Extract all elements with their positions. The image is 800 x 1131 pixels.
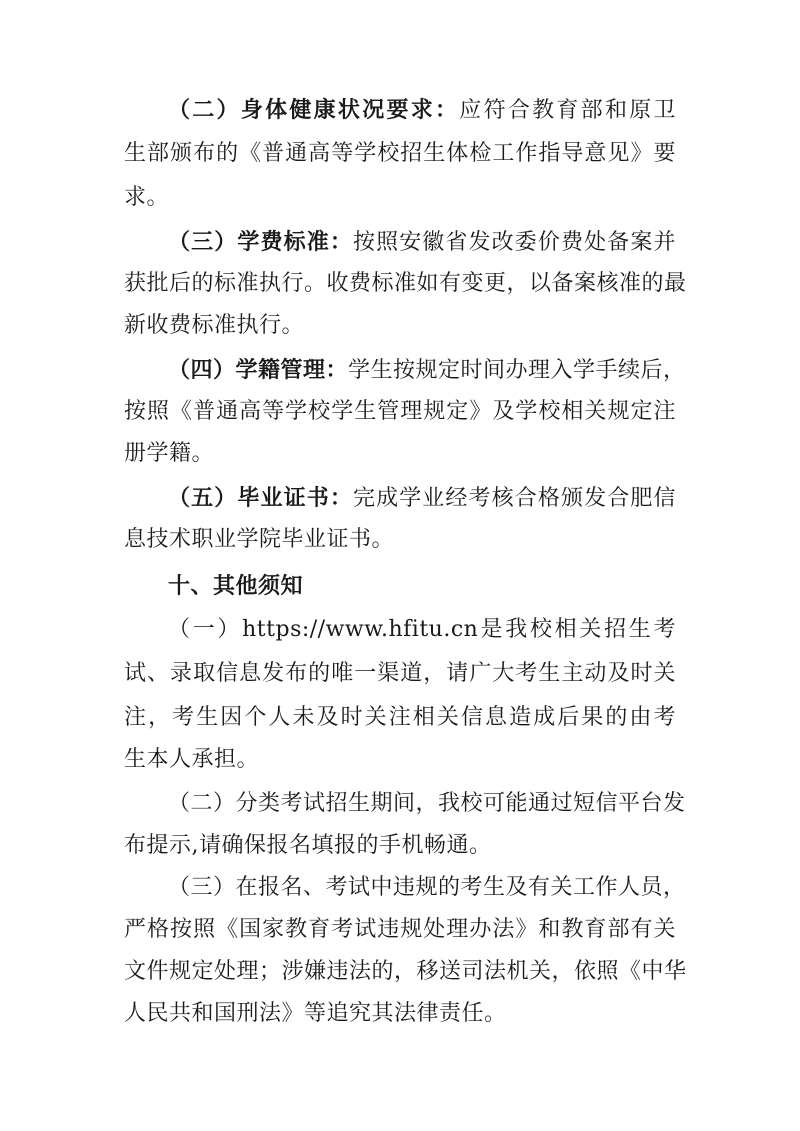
paragraph-enrollment-line-3: 册学籍。 bbox=[124, 441, 215, 466]
paragraph-enrollment-line-1: （四）学籍管理：学生按规定时间办理入学手续后， bbox=[168, 357, 686, 383]
paragraph-tuition-line-2: 获批后的标准执行。收费标准如有变更，以备案核准的最 bbox=[124, 271, 687, 296]
paragraph-enrollment-lead: （四）学籍管理： bbox=[168, 357, 349, 383]
paragraph-health-line-1: （二）身体健康状况要求：应符合教育部和原卫 bbox=[168, 97, 676, 123]
notice-3-line-1: （三）在报名、考试中违规的考生及有关工作人员， bbox=[168, 875, 686, 900]
paragraph-health-line-3: 求。 bbox=[124, 185, 170, 210]
paragraph-health-lead: （二）身体健康状况要求： bbox=[168, 97, 460, 123]
notice-1-line-2: 试、录取信息发布的唯一渠道，请广大考生主动及时关 bbox=[124, 661, 676, 686]
notice-1-line-4: 生本人承担。 bbox=[124, 747, 260, 772]
paragraph-tuition-line-3: 新收费标准执行。 bbox=[124, 313, 305, 338]
paragraph-health-line-2: 生部颁布的《普通高等学校招生体检工作指导意见》要 bbox=[124, 141, 676, 166]
notice-2-line-1: （二）分类考试招生期间，我校可能通过短信平台发 bbox=[168, 791, 686, 816]
notice-3-line-2: 严格按照《国家教育考试违规处理办法》和教育部有关 bbox=[124, 917, 676, 942]
paragraph-certificate-lead: （五）毕业证书： bbox=[168, 485, 353, 511]
paragraph-tuition-lead: （三）学费标准： bbox=[168, 229, 353, 255]
notice-2-line-2: 布提示,请确保报名填报的手机畅通。 bbox=[124, 833, 492, 858]
paragraph-certificate-line-2: 息技术职业学院毕业证书。 bbox=[124, 527, 395, 552]
notice-3-line-3: 文件规定处理；涉嫌违法的，移送司法机关，依照《中华 bbox=[124, 959, 687, 984]
paragraph-tuition-line-1: （三）学费标准：按照安徽省发改委价费处备案并 bbox=[168, 229, 676, 255]
notice-1-line-3: 注，考生因个人未及时关注相关信息造成后果的由考 bbox=[124, 705, 676, 730]
paragraph-enrollment-line-2: 按照《普通高等学校学生管理规定》及学校相关规定注 bbox=[124, 399, 676, 424]
section-heading-other-notices: 十、其他须知 bbox=[168, 573, 304, 599]
paragraph-certificate-line-1: （五）毕业证书：完成学业经考核合格颁发合肥信 bbox=[168, 485, 676, 511]
notice-3-line-4: 人民共和国刑法》等追究其法律责任。 bbox=[124, 1001, 507, 1026]
notice-1-line-1: （一）https://www.hfitu.cn是我校相关招生考 bbox=[168, 617, 676, 642]
